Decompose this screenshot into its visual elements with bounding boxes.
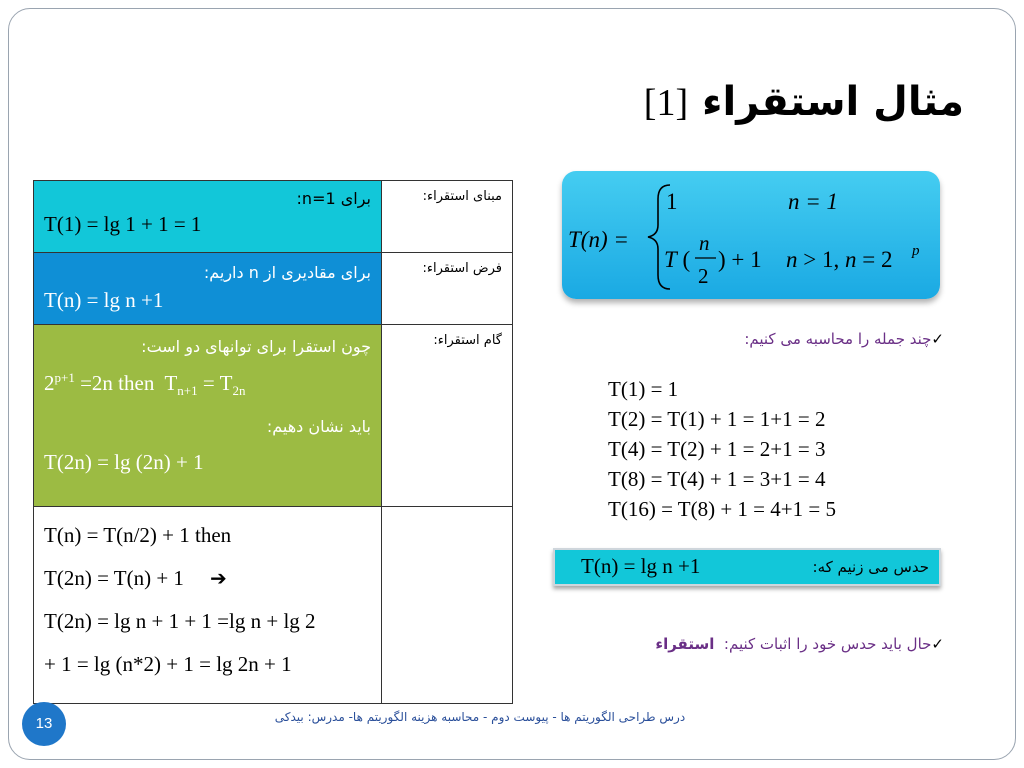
derivation-line-3: T(2n) = lg n + 1 + 1 =lg n + lg 2: [44, 609, 316, 633]
derivation-label-cell: [382, 507, 513, 704]
bullet-prove-text: حال باید حدس خود را اثبات کنیم:: [723, 635, 932, 653]
case2-tail: ) + 1: [718, 247, 762, 272]
base-case-cell: [34, 181, 382, 253]
bullet-prove-method: استقراء: [655, 635, 715, 653]
table-row-base: [34, 181, 513, 253]
guess-formula: T(n) = lg n +1: [581, 554, 701, 578]
hypothesis-cell: [34, 253, 382, 325]
case2-denominator: 2: [698, 264, 709, 288]
list-item: T(8) = T(4) + 1 = 3+1 = 4: [608, 467, 826, 491]
table-row-hypothesis: [34, 253, 513, 325]
list-item: T(16) = T(8) + 1 = 4+1 = 5: [608, 497, 836, 521]
check-icon: ✓: [931, 635, 944, 653]
hypothesis-intro: برای مقادیری از n داریم:: [203, 263, 371, 282]
derivation-line-4: + 1 = lg (n*2) + 1 = lg 2n + 1: [44, 652, 292, 676]
title-text: مثال استقراء: [702, 79, 964, 125]
derivation-line-1: T(n) = T(n/2) + 1 then: [44, 523, 232, 547]
recurrence-lhs: T(n) =: [568, 227, 629, 252]
step-relation: $2^{p+1} =2n$ then $T_{n+1} = T_{2n}$: [44, 370, 246, 399]
base-case-formula: T(1) = lg 1 + 1 = 1: [44, 212, 202, 236]
case1-condition: n = 1: [788, 189, 839, 214]
table-row-step: [34, 325, 513, 507]
base-case-label: مبنای استقراء:: [382, 181, 513, 253]
bullet-compute-text: چند جمله را محاسبه می کنیم:: [744, 330, 932, 348]
list-item: T(4) = T(2) + 1 = 2+1 = 3: [608, 437, 826, 461]
table-row-derivation: [34, 507, 513, 704]
slide-title: [644, 78, 964, 125]
case2-numerator: n: [699, 231, 710, 255]
inductive-step-cell: [34, 325, 382, 507]
hypothesis-formula: T(n) = lg n +1: [44, 288, 164, 312]
title-reference: [1]: [643, 82, 689, 124]
bullet-compute-terms: [744, 330, 944, 348]
page-number-badge: 13: [22, 702, 66, 746]
case1-value: 1: [666, 189, 678, 214]
derivation-line-2: [34, 548, 381, 591]
step-goal-intro: باید نشان دهیم:: [266, 417, 371, 437]
guess-label: حدس می زنیم که:: [812, 558, 929, 576]
computed-terms-list: [608, 374, 836, 524]
case2-exponent: p: [912, 243, 920, 259]
step-intro: چون استقرا برای توانهای دو است:: [141, 337, 371, 356]
check-icon: ✓: [931, 330, 944, 348]
right-arrow-icon: ➔: [209, 566, 227, 590]
recurrence-box: [562, 171, 940, 299]
inductive-step-label: گام استقراء:: [382, 325, 513, 507]
recurrence-formula: [562, 171, 940, 299]
derivation-cell: [34, 507, 382, 704]
case2-value: T (: [664, 247, 691, 272]
step-goal-formula: T(2n) = lg (2n) + 1: [44, 450, 204, 475]
case2-condition: n > 1, n = 2: [786, 247, 893, 272]
hypothesis-label: فرض استقراء:: [382, 253, 513, 325]
list-item: T(2) = T(1) + 1 = 1+1 = 2: [608, 407, 826, 431]
derivation-line-2-text: T(2n) = T(n) + 1: [44, 566, 184, 590]
bullet-prove-guess: [655, 635, 944, 653]
slide-footer: درس طراحی الگوریتم ها - پیوست دوم - محاسبه هزینه الگوریتم ها- مدرس: بیدکی: [274, 710, 686, 724]
base-case-intro: برای n=1:: [296, 189, 371, 208]
guess-box: [553, 548, 941, 586]
induction-proof-table: [33, 180, 513, 704]
list-item: T(1) = 1: [608, 377, 679, 401]
